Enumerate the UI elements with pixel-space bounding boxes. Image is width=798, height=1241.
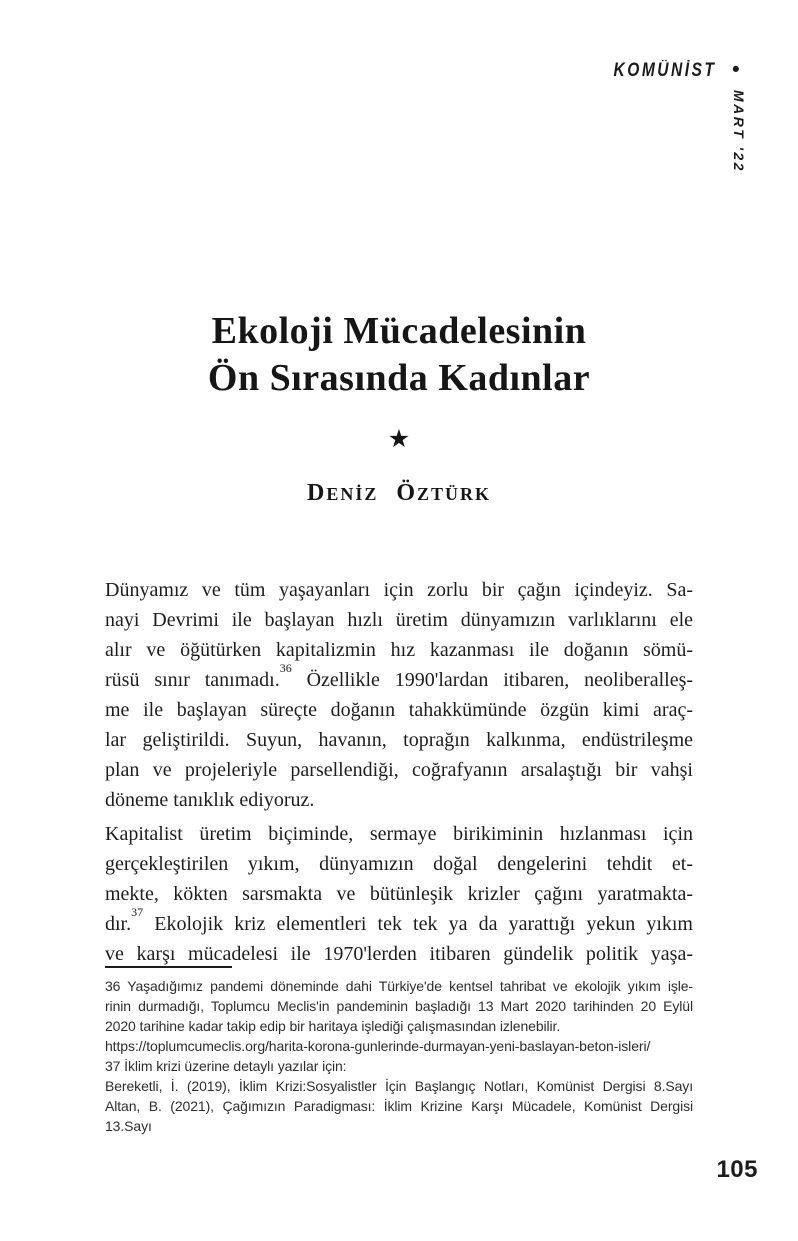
issue-date-vertical: MART '22: [731, 90, 747, 173]
article-title-line-1: Ekoloji Mücadelesinin: [211, 310, 587, 352]
body-line: lar geliştirildi. Suyun, havanın, toprağın kalkınma, endüstrileşme: [105, 729, 693, 751]
footnote-line: Bereketli, İ. (2019), İklim Krizi:Sosyalistler İçin Başlangıç Notları, Komünist Dergisi 8.Sayı: [105, 1078, 693, 1094]
bullet-icon: •: [729, 58, 742, 82]
author-first-initial: D: [306, 480, 327, 506]
body-line: [105, 661, 694, 695]
footnote-ref-36: 36: [279, 661, 292, 676]
footnote-line: 36 Yaşadığımız pandemi döneminde dahi Türkiye'de kentsel tahribat ve ekolojik yıkım işle-: [105, 978, 693, 994]
footnote-line: 2020 tarihine kadar takip edip bir haritaya işlediği çalışmasından izlenebilir.: [105, 1018, 561, 1034]
magazine-title: KOMÜNİST: [613, 59, 717, 81]
body-line: Kapitalist üretim biçiminde, sermaye birikiminin hızlanması için: [105, 823, 693, 845]
body-line: plan ve projeleriyle parsellendiği, coğrafyanın arsalaştığı bir vahşi: [105, 759, 693, 781]
footnote-line: 13.Sayı: [105, 1118, 152, 1134]
footnote-line: Altan, B. (2021), Çağımızın Paradigması: İklim Krizine Karşı Mücadele, Komünist Dergisi: [105, 1098, 693, 1114]
body-line: alır ve öğütürken kapitalizmin hız kazanması ile doğanın sömü-: [105, 639, 693, 661]
footnote-url: https://toplumcumeclis.org/harita-korona-gunlerinde-durmayan-yeni-baslayan-beton-isleri/: [105, 1038, 651, 1054]
body-line: döneme tanıklık ediyoruz.: [105, 789, 315, 811]
masthead: [591, 60, 742, 81]
footnote-line: rinin durmadığı, Toplumcu Meclis'in pandeminin başladığı 13 Mart 2020 tarihinden 20 Eylül: [105, 998, 693, 1014]
body-line: Dünyamız ve tüm yaşayanları için zorlu bir çağın içindeyiz. Sa-: [105, 579, 693, 601]
author-last-initial: Ö: [396, 480, 417, 506]
article-title-line-2: Ön Sırasında Kadınlar: [207, 357, 591, 399]
body-line: mekte, kökten sarsmakta ve bütünleşik krizler çağını yaratmakta-: [105, 883, 693, 905]
body-line-text: dır.: [105, 913, 132, 935]
body-line-text: Özellikle 1990'lardan itibaren, neoliberalleş-: [291, 669, 694, 691]
author-last-name: [396, 480, 492, 506]
body-line: ve karşı mücadelesi ile 1970'lerden itibaren gündelik politik yaşa-: [105, 943, 693, 965]
article-title: [0, 308, 798, 402]
body-line: me ile başlayan süreçte doğanın tahakkümünde özgün kimi araç-: [105, 699, 693, 721]
footnote-line: 37 İklim krizi üzerine detaylı yazılar için:: [105, 1058, 347, 1074]
body-line-text: rüsü sınır tanımadı.: [105, 669, 280, 691]
article-body: [105, 575, 693, 969]
body-line: [105, 905, 693, 939]
author-first-name: [306, 480, 379, 506]
paragraph-1: [105, 575, 693, 815]
author-name: [0, 480, 798, 507]
body-line-text: Ekolojik kriz elementleri tek tek ya da yarattığı yekun yıkım: [143, 913, 693, 935]
footnote-36: [105, 976, 693, 1056]
footnote-37: [105, 1056, 693, 1136]
author-first-rest: ENİZ: [326, 484, 379, 504]
body-line: nayi Devrimi ile başlayan hızlı üretim dünyamızın varlıklarını ele: [105, 609, 693, 631]
author-last-rest: ZTÜRK: [417, 484, 492, 504]
paragraph-2: [105, 819, 693, 969]
body-line: gerçekleştirilen yıkım, dünyamızın doğal dengelerini tehdit et-: [105, 853, 693, 875]
footnote-ref-37: 37: [131, 905, 144, 920]
footnotes: [105, 966, 693, 1136]
star-icon: ★: [387, 424, 411, 453]
footnote-separator: [105, 966, 232, 968]
page-number: 105: [716, 1156, 758, 1183]
